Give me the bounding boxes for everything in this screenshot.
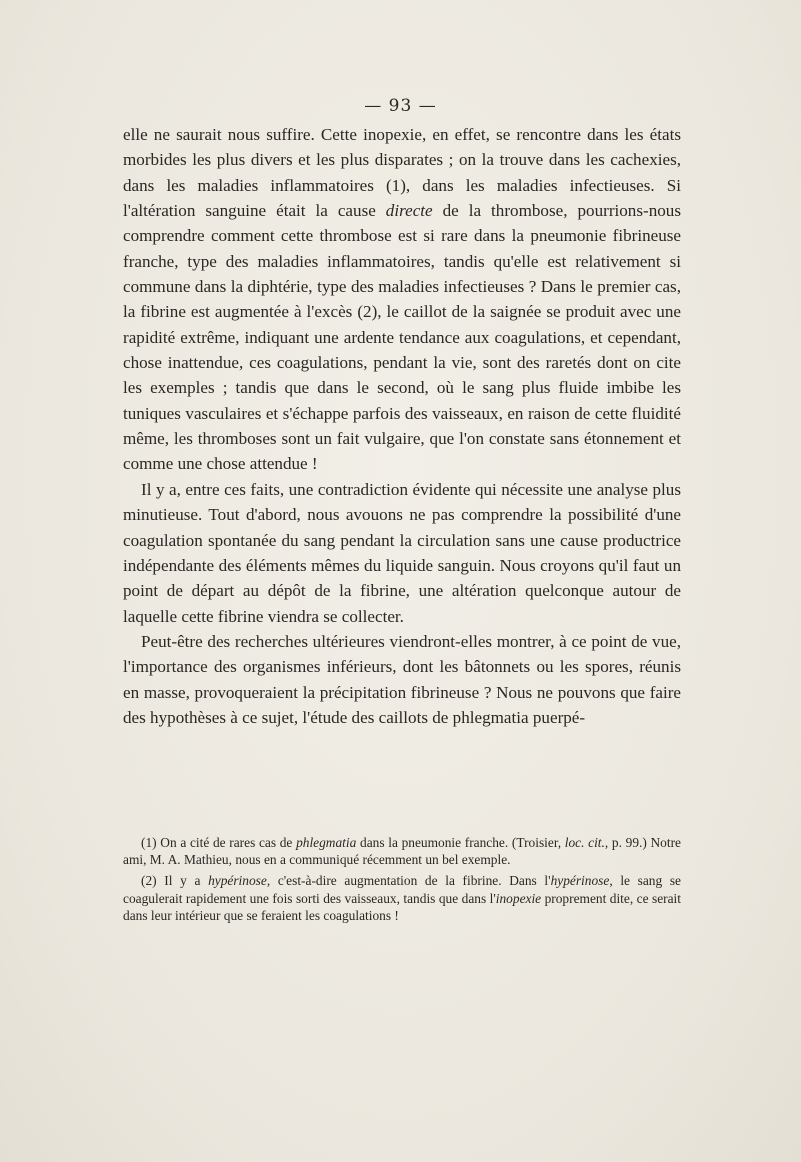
emphasis-run: hypérinose xyxy=(550,873,610,889)
emphasis-run: phlegmatia xyxy=(296,835,357,850)
text-run: dans la pneumonie franche. (Troisier, xyxy=(356,835,565,850)
text-run: (1) On a cité de rares cas de xyxy=(141,835,297,850)
text-run: , c'est-à-dire augmentation de la fibrine. Dans l' xyxy=(266,873,551,889)
page-number: — 93 — xyxy=(364,96,437,116)
text-run: Peut-être des recherches ultérieures viendront-elles montrer, à ce point de vue, l'importance des organismes inférieurs, dont les bâtonnets ou les spores, réunis en masse, provoqueraient la précipitation fibrineuse ? Nous ne pouvons que faire des hypothèses à ce sujet, l'étude des caillots de phlegmatia puerpé- xyxy=(123,631,681,727)
emphasis-run: hypérinose xyxy=(208,873,267,889)
main-text xyxy=(123,122,681,730)
footnote xyxy=(123,872,681,924)
footnotes xyxy=(123,834,681,928)
text-run: (2) Il y a xyxy=(141,873,209,889)
paragraph xyxy=(123,122,681,477)
text-run: , le sang se coagulerait rapidement une fois sorti des vaisseaux, tandis que dans l' xyxy=(123,873,682,906)
emphasis-run: directe xyxy=(385,201,433,221)
emphasis-run: inopexie xyxy=(495,890,542,906)
footnote xyxy=(123,834,681,868)
text-run: Il y a, entre ces faits, une contradiction évidente qui nécessite une analyse plus minutieuse. Tout d'abord, nous avouons ne pas comprendre la possibilité d'une coagulation spontanée du sang pendant la circulation sans une cause productrice indépendante des éléments mêmes du liquide sanguin. Nous croyons qu'il faut un point de départ au dépôt de la fibrine, une altération quelconque autour de laquelle cette fibrine viendra se collecter. xyxy=(123,479,681,626)
emphasis-run: loc. cit. xyxy=(564,835,605,850)
text-run: , p. 99.) Notre ami, M. A. Mathieu, nous en a communiqué récemment un bel exemple. xyxy=(123,835,681,868)
text-run: proprement dite, ce serait dans leur intérieur que se feraient les coagulations ! xyxy=(123,890,681,923)
paragraph xyxy=(123,477,681,629)
paragraph xyxy=(123,629,681,730)
text-run: elle ne saurait nous suffire. Cette inopexie, en effet, se rencontre dans les états morbides les plus divers et les plus disparates ; on la trouve dans les cachexies, dans les maladies inflammatoires (1), dans les maladies infectieuses. Si l'altération sanguine était la cause xyxy=(123,125,681,221)
text-run: de la thrombose, pourrions-nous comprendre comment cette thrombose est si rare dans la pneumonie fibrineuse franche, type des maladies inflammatoires, tandis qu'elle est relativement si commune dans la diphtérie, type des maladies infectieuses ? Dans le premier cas, la fibrine est augmentée à l'excès (2), le caillot de la saignée se produit avec une rapidité extrême, indiquant une ardente tendance aux coagulations, et cependant, chose inattendue, ces coagulations, pendant la vie, sont des raretés dont on cite les exemples ; tandis que dans le second, où le sang plus fluide imbibe les tuniques vasculaires et s'échappe parfois des vaisseaux, en raison de cette fluidité même, les thromboses sont un fait vulgaire, que l'on constate sans étonnement et comme une chose attendue ! xyxy=(123,201,681,474)
